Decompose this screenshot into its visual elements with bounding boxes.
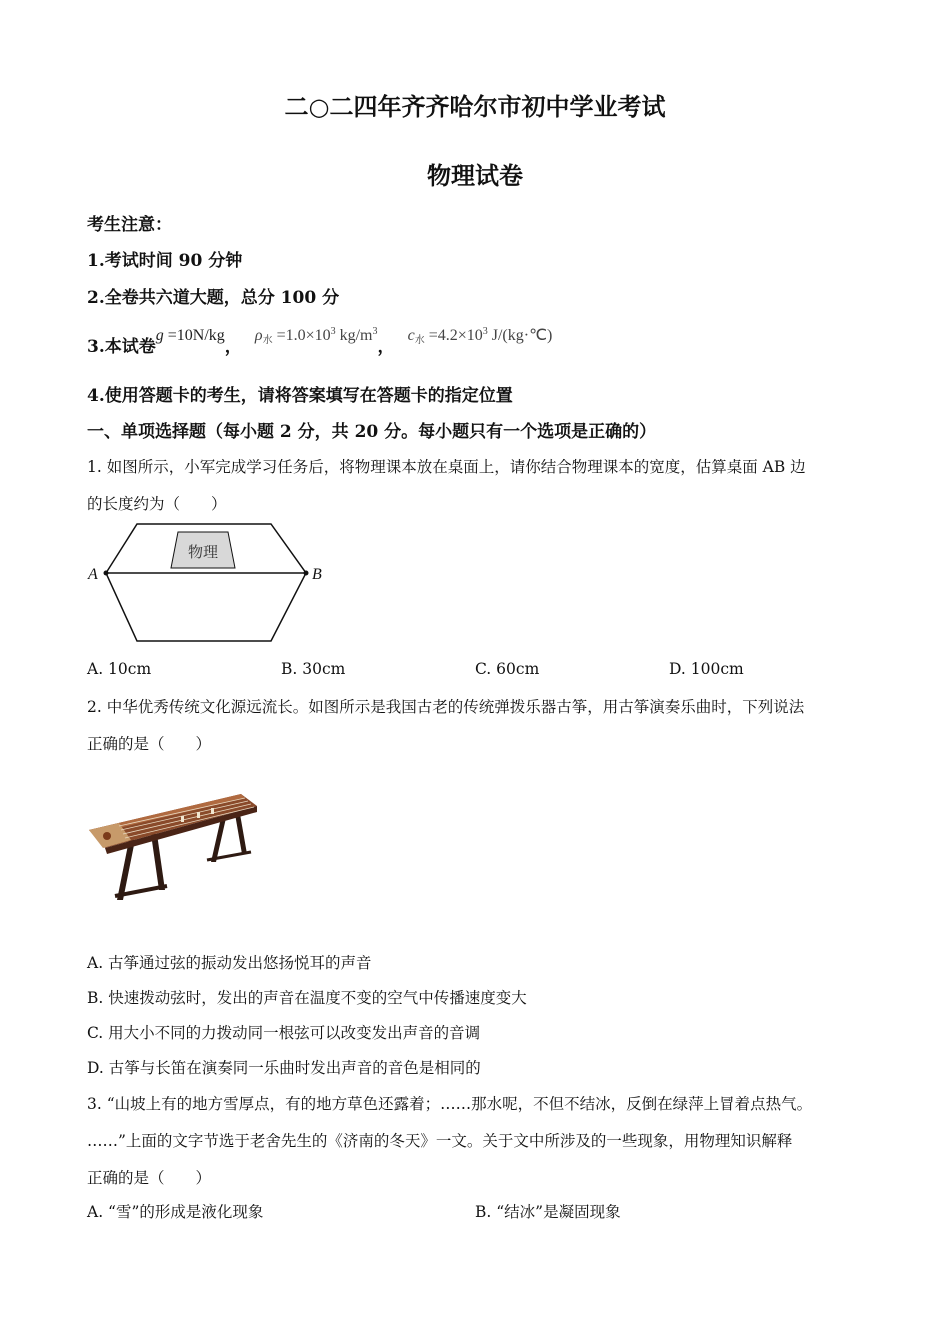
notice-item-3: 3.本试卷g =10N/kg， $\rho_水 =1.0\times 10^3$ $kg/m^3$， $c_水 =4.2\times 10^3$ J/(kg·℃) xyxy=(87,326,553,357)
exam-title: 二○二四年齐齐哈尔市初中学业考试 xyxy=(284,92,666,121)
q3-stem-line-2: ……”上面的文字节选于老舍先生的《济南的冬天》一文。关于文中所涉及的一些现象，用物理知识解释 xyxy=(87,1132,793,1150)
q3-option-a: A. “雪”的形成是液化现象 xyxy=(87,1203,264,1221)
q3-option-b: B. “结冰”是凝固现象 xyxy=(475,1203,621,1221)
q2-option-d: D. 古筝与长笛在演奏同一乐曲时发出声音的音色是相同的 xyxy=(87,1059,481,1077)
q1-stem-line-1: 1. 如图所示，小军完成学习任务后，将物理课本放在桌面上，请你结合物理课本的宽度，估算桌面 AB 边 xyxy=(87,458,806,476)
notice-item-3-prefix: 3.本试卷 xyxy=(87,337,156,357)
q1-desk-figure xyxy=(85,522,335,647)
point-a-dot xyxy=(104,571,109,576)
q2-option-a: A. 古筝通过弦的振动发出悠扬悦耳的声音 xyxy=(87,954,372,972)
q2-stem-line-2: 正确的是（ ） xyxy=(87,735,212,753)
exam-subtitle: 物理试卷 xyxy=(427,161,523,190)
book-label: 物理 xyxy=(187,543,219,561)
q3-stem-line-3: 正确的是（ ） xyxy=(87,1169,212,1187)
q1-option-b: B. 30cm xyxy=(281,660,346,678)
q3-stem-line-1: 3. “山坡上有的地方雪厚点，有的地方草色还露着；……那水呢，不但不结冰，反倒在绿萍上冒着点热气。 xyxy=(87,1095,813,1113)
q1-option-a: A. 10cm xyxy=(87,660,152,678)
gravity-constant: g =10N/kg xyxy=(155,327,225,344)
section-1-heading: 一、单项选择题（每小题 2 分，共 20 分。每小题只有一个选项是正确的） xyxy=(87,422,657,442)
q2-stem-line-1: 2. 中华优秀传统文化源远流长。如图所示是我国古老的传统弹拨乐器古筝，用古筝演奏乐曲时，下列说法 xyxy=(87,698,805,716)
guzheng-image xyxy=(85,782,265,912)
point-a-label: A xyxy=(88,566,98,583)
q1-stem-line-2: 的长度约为（ ） xyxy=(87,495,227,513)
water-density: $\rho_水 =1.0\times 10^3$ $kg/m^3$ xyxy=(254,326,378,346)
q2-option-c: C. 用大小不同的力拨动同一根弦可以改变发出声音的音调 xyxy=(87,1024,481,1042)
q1-option-d: D. 100cm xyxy=(669,660,744,678)
notice-item-1: 1.考试时间 90 分钟 xyxy=(87,251,243,271)
notice-item-4: 4.使用答题卡的考生，请将答案填写在答题卡的指定位置 xyxy=(87,386,513,406)
water-specific-heat: $c_水 =4.2\times 10^3$ J/(kg·℃) xyxy=(407,326,553,346)
point-b-label: B xyxy=(312,566,322,583)
notice-item-2: 2.全卷共六道大题，总分 100 分 xyxy=(87,288,340,308)
q1-option-c: C. 60cm xyxy=(475,660,540,678)
point-b-dot xyxy=(304,571,309,576)
notice-heading: 考生注意： xyxy=(87,215,172,235)
q2-option-b: B. 快速拨动弦时，发出的声音在温度不变的空气中传播速度变大 xyxy=(87,989,527,1007)
